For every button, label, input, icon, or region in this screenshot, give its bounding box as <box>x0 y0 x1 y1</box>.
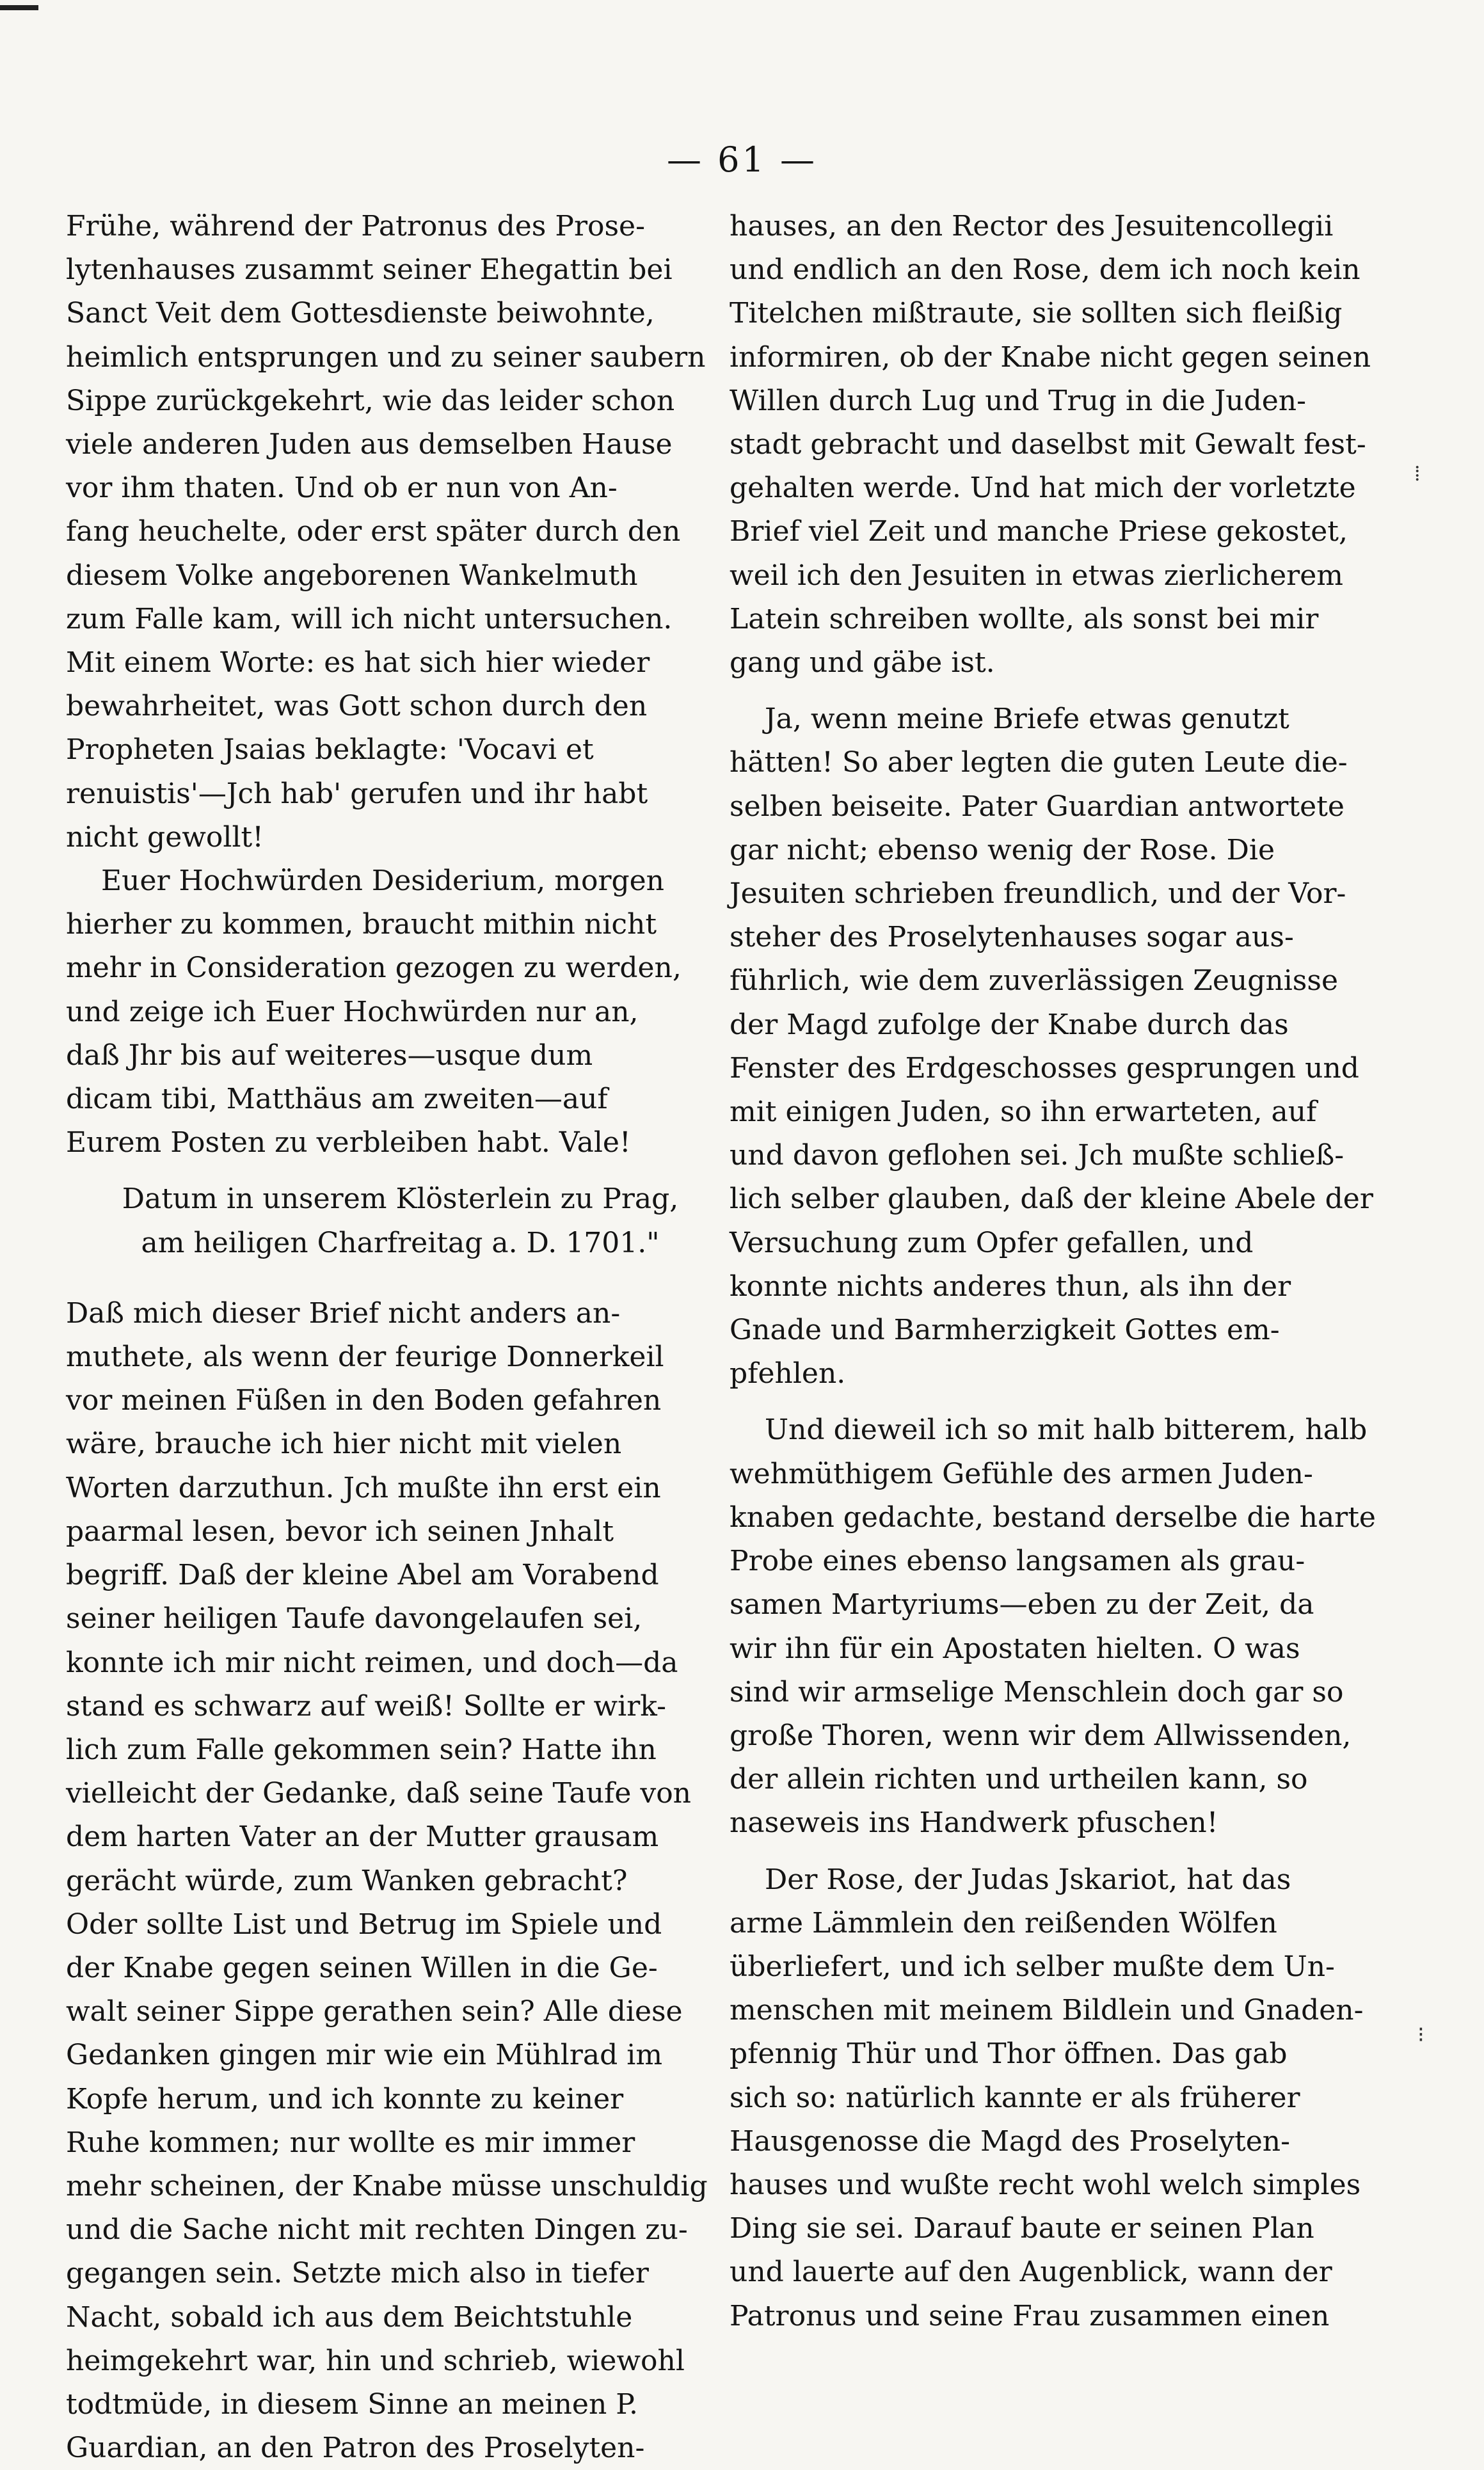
text-line: paarmal lesen, bevor ich seinen Jnhalt <box>66 1515 614 1548</box>
text-line: Nacht, sobald ich aus dem Beichtstuhle <box>66 2300 633 2334</box>
text-line: Euer Hochwürden Desiderium, morgen <box>101 865 665 898</box>
text-line: lich zum Falle gekommen sein? Hatte ihn <box>66 1733 657 1766</box>
paragraph <box>66 1292 735 2470</box>
text-line: pfehlen. <box>730 1357 846 1390</box>
text-line: große Thoren, wenn wir dem Allwissenden, <box>730 1719 1352 1752</box>
text-line: mit einigen Juden, so ihn erwarteten, auf <box>730 1096 1317 1129</box>
text-line: der Magd zufolge der Knabe durch das <box>730 1008 1289 1041</box>
text-line: begriff. Daß der kleine Abel am Vorabend <box>66 1559 659 1592</box>
text-line: Ja, wenn meine Briefe etwas genutzt <box>765 703 1289 736</box>
text-line: stadt gebracht und daselbst mit Gewalt fest- <box>730 428 1366 461</box>
text-line: gegangen sein. Setzte mich also in tiefer <box>66 2257 649 2290</box>
text-line: Hausgenosse die Magd des Proselyten- <box>730 2124 1290 2158</box>
text-line: hauses und wußte recht wohl welch simples <box>730 2168 1361 2201</box>
text-line: gar nicht; ebenso wenig der Rose. Die <box>730 833 1275 866</box>
text-line: und zeige ich Euer Hochwürden nur an, <box>66 995 639 1028</box>
text-line: Guardian, an den Patron des Proselyten- <box>66 2432 645 2465</box>
text-line: wir ihn für ein Apostaten hielten. O was <box>730 1632 1300 1665</box>
page-number: — 61 — <box>666 139 818 180</box>
text-line: Daß mich dieser Brief nicht anders an- <box>66 1296 621 1330</box>
text-line: Datum in unserem Klösterlein zu Prag, <box>122 1183 679 1216</box>
text-line: und lauerte auf den Augenblick, wann der <box>730 2256 1332 2289</box>
text-line: naseweis ins Handwerk pfuschen! <box>730 1806 1218 1840</box>
text-line: Ding sie sei. Darauf baute er seinen Plan <box>730 2212 1314 2245</box>
text-line: hätten! So aber legten die guten Leute die- <box>730 746 1348 779</box>
text-line: sich so: natürlich kannte er als früherer <box>730 2081 1300 2114</box>
text-line: informiren, ob der Knabe nicht gegen seinen <box>730 340 1371 374</box>
text-line: gehalten werde. Und hat mich der vorletzte <box>730 472 1356 505</box>
text-line: gerächt würde, zum Wanken gebracht? <box>66 1864 628 1897</box>
text-line: diesem Volke angeborenen Wankelmuth <box>66 559 638 592</box>
text-line: Jesuiten schrieben freundlich, und der Vor- <box>730 877 1346 911</box>
text-line: hierher zu kommen, braucht mithin nicht <box>66 908 657 941</box>
text-line: Willen durch Lug und Trug in die Juden- <box>730 384 1306 417</box>
text-line: der Knabe gegen seinen Willen in die Ge- <box>66 1951 658 1984</box>
text-line: Ruhe kommen; nur wollte es mir immer <box>66 2126 635 2159</box>
text-line: hauses, an den Rector des Jesuitencollegii <box>730 210 1334 243</box>
text-line: Eurem Posten zu verbleiben habt. Vale! <box>66 1126 631 1159</box>
text-line: führlich, wie dem zuverlässigen Zeugnisse <box>730 964 1339 998</box>
text-line: Der Rose, der Judas Jskariot, hat das <box>765 1863 1291 1896</box>
margin-mark: ⁞ <box>1414 461 1421 486</box>
text-line: Gedanken gingen mir wie ein Mühlrad im <box>66 2039 663 2072</box>
text-line: Mit einem Worte: es hat sich hier wieder <box>66 646 650 680</box>
text-line: selben beiseite. Pater Guardian antwortete <box>730 790 1344 823</box>
text-line: am heiligen Charfreitag a. D. 1701." <box>141 1226 660 1259</box>
text-line: mehr scheinen, der Knabe müsse unschuldig <box>66 2169 708 2203</box>
paragraph <box>730 1408 1398 1845</box>
text-line: heimgekehrt war, hin und schrieb, wiewohl <box>66 2344 685 2377</box>
right-column <box>730 205 1398 2332</box>
text-line: Brief viel Zeit und manche Priese gekostet, <box>730 515 1348 548</box>
paragraph <box>66 859 735 1165</box>
text-line: und die Sache nicht mit rechten Dingen zu- <box>66 2213 688 2247</box>
text-line: Propheten Jsaias beklagte: 'Vocavi et <box>66 733 594 767</box>
text-line: nicht gewollt! <box>66 820 264 854</box>
text-line: vielleicht der Gedanke, daß seine Taufe von <box>66 1777 692 1810</box>
text-line: Worten darzuthun. Jch mußte ihn erst ein <box>66 1471 661 1504</box>
text-line: lich selber glauben, daß der kleine Abele der <box>730 1183 1373 1216</box>
text-line: sind wir armselige Menschlein doch gar so <box>730 1675 1344 1709</box>
text-line: mehr in Consideration gezogen zu werden, <box>66 952 682 985</box>
text-line: Patronus und seine Frau zusammen einen <box>730 2299 1330 2332</box>
text-line: und davon geflohen sei. Jch mußte schließ- <box>730 1139 1344 1172</box>
text-line: samen Martyriums—eben zu der Zeit, da <box>730 1588 1314 1621</box>
text-line: muthete, als wenn der feurige Donnerkeil <box>66 1341 664 1374</box>
scan-corner-mark <box>0 5 38 10</box>
text-line: Sanct Veit dem Gottesdienste beiwohnte, <box>66 297 655 330</box>
text-line: gang und gäbe ist. <box>730 646 995 680</box>
paragraph <box>730 697 1398 1396</box>
text-line: heimlich entsprungen und zu seiner saubern <box>66 340 706 374</box>
text-line: vor ihm thaten. Und ob er nun von An- <box>66 472 618 505</box>
text-line: zum Falle kam, will ich nicht untersuchen. <box>66 602 673 635</box>
text-line: pfennig Thür und Thor öffnen. Das gab <box>730 2037 1288 2071</box>
text-line: viele anderen Juden aus demselben Hause <box>66 428 673 461</box>
text-line: und endlich an den Rose, dem ich noch kein <box>730 253 1360 287</box>
text-line: Fenster des Erdgeschosses gesprungen und <box>730 1051 1359 1085</box>
paragraph <box>66 205 735 859</box>
text-line: Titelchen mißtraute, sie sollten sich fleißig <box>730 297 1343 330</box>
text-line: überliefert, und ich selber mußte dem Un- <box>730 1950 1335 1983</box>
paragraph <box>730 1858 1398 2338</box>
text-line: seiner heiligen Taufe davongelaufen sei, <box>66 1602 642 1636</box>
text-line: Kopfe herum, und ich konnte zu keiner <box>66 2082 624 2115</box>
text-line: Frühe, während der Patronus des Prose- <box>66 210 645 243</box>
text-line: dem harten Vater an der Mutter grausam <box>66 1821 659 1854</box>
text-line: fang heuchelte, oder erst später durch den <box>66 515 681 548</box>
text-line: der allein richten und urtheilen kann, so <box>730 1763 1308 1796</box>
text-line: Latein schreiben wollte, als sonst bei mir <box>730 602 1319 635</box>
text-line: walt seiner Sippe gerathen sein? Alle diese <box>66 1995 683 2028</box>
text-line: bewahrheitet, was Gott schon durch den <box>66 690 648 723</box>
text-line: wäre, brauche ich hier nicht mit vielen <box>66 1428 622 1461</box>
text-line: konnte ich mir nicht reimen, und doch—da <box>66 1646 678 1679</box>
text-line: todtmüde, in diesem Sinne an meinen P. <box>66 2387 638 2421</box>
text-line: weil ich den Jesuiten in etwas zierlicherem <box>730 559 1343 592</box>
text-line: lytenhauses zusammt seiner Ehegattin bei <box>66 253 673 287</box>
text-line: Gnade und Barmherzigkeit Gottes em- <box>730 1314 1280 1347</box>
text-line: arme Lämmlein den reißenden Wölfen <box>730 1906 1277 1940</box>
text-line: Probe eines ebenso langsamen als grau- <box>730 1545 1305 1578</box>
text-line: steher des Proselytenhauses sogar aus- <box>730 921 1294 954</box>
text-line: vor meinen Füßen in den Boden gefahren <box>66 1384 662 1417</box>
text-line: Oder sollte List und Betrug im Spiele und <box>66 1908 662 1941</box>
text-line: wehmüthigem Gefühle des armen Juden- <box>730 1457 1313 1490</box>
text-line: daß Jhr bis auf weiteres—usque dum <box>66 1039 593 1072</box>
letter-dateline <box>66 1177 735 1264</box>
text-line: knaben gedachte, bestand derselbe die harte <box>730 1501 1376 1534</box>
text-line: stand es schwarz auf weiß! Sollte er wirk- <box>66 1689 666 1723</box>
text-line: Versuchung zum Opfer gefallen, und <box>730 1226 1254 1259</box>
text-line: konnte nichts anderes thun, als ihn der <box>730 1270 1291 1303</box>
text-line: Und dieweil ich so mit halb bitterem, halb <box>765 1414 1368 1447</box>
paragraph <box>730 205 1398 685</box>
left-column <box>66 205 735 2465</box>
text-line: menschen mit meinem Bildlein und Gnaden- <box>730 1994 1364 2027</box>
margin-mark: ⁝ <box>1417 2022 1424 2048</box>
text-line: renuistis'—Jch hab' gerufen und ihr habt <box>66 777 648 810</box>
text-line: Sippe zurückgekehrt, wie das leider schon <box>66 384 675 417</box>
text-line: dicam tibi, Matthäus am zweiten—auf <box>66 1083 608 1116</box>
